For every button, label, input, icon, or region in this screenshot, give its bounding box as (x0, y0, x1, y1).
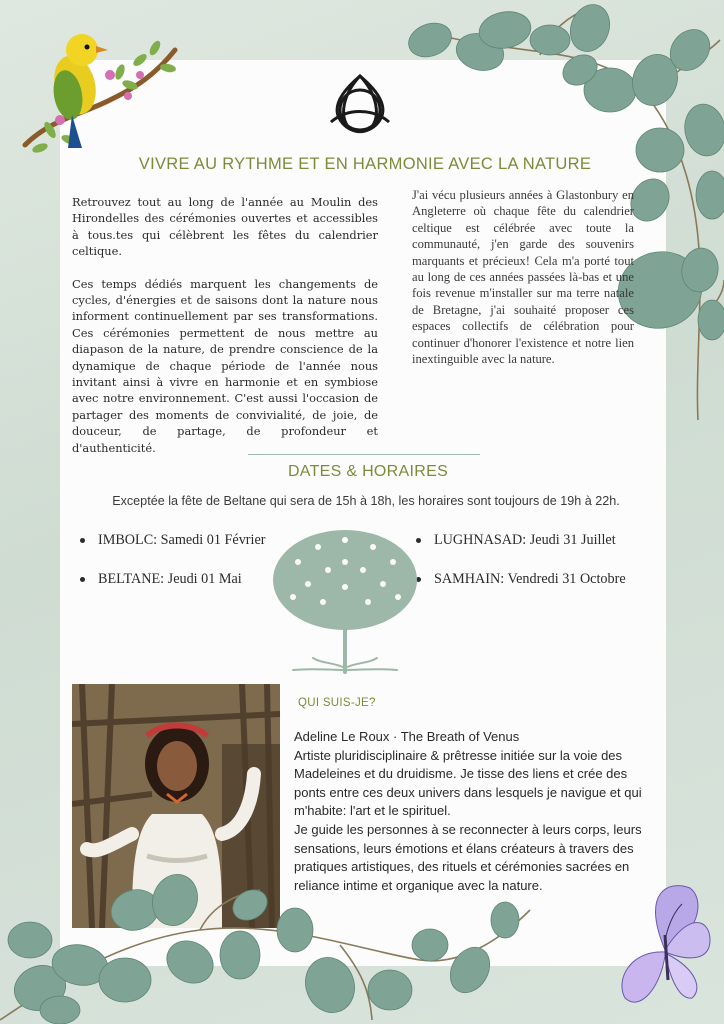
dates-note: Exceptée la fête de Beltane qui sera de 15h à 18h, les horaires sont toujours de 19h à 22h. (112, 494, 620, 508)
page-title: VIVRE AU RYTHME ET EN HARMONIE AVEC LA NATURE (138, 155, 592, 173)
date-item: BELTANE: Jeudi 01 Mai (80, 569, 265, 608)
date-item: IMBOLC: Samedi 01 Février (80, 530, 265, 569)
eucalyptus-bottom-icon (0, 870, 540, 1024)
intro-paragraph: Ces temps dédiés marquent les changements de cycles, d'énergies et de saisons dont la nature nous informent continuellement par ses transformations. Ces cérémonies permettent de nous mettre au diapason de la nature, de prendre conscience de la dynamique de chaque période de l'année nous invitant ainsi à vivre en harmonie et en symbiose avec notre environnement. C'est aussi l'occasion de partager des moments de convivialité, de joie, de douceur, de partage, de profondeur et d'authenticité. (72, 276, 378, 455)
intro-right-paragraph: J'ai vécu plusieurs années à Glastonbury en Angleterre où chaque fête du calendrier celtique est célébrée avec toute la communauté, j'en garde des souvenirs marquants et précieux! Cela m'a porté tout au long de ces années passées là-bas et une fois revenue m'installer sur ma terre natale de Bretagne, j'ai souhaité proposer ces espaces collectifs de célébration pour continuer d'honorer l'existence et notre lien inextinguible avec la nature. (412, 188, 634, 367)
about-title: QUI SUIS-JE? (298, 697, 376, 709)
date-list-right (416, 530, 626, 608)
date-item: SAMHAIN: Vendredi 31 Octobre (416, 569, 626, 608)
date-item: LUGHNASAD: Jeudi 31 Juillet (416, 530, 626, 569)
intro-paragraph: Retrouvez tout au long de l'année au Moulin des Hirondelles des cérémonies ouvertes et accessibles à tous.tes qui célèbrent les fêtes du calendrier celtique. (72, 195, 378, 259)
yellow-bird-icon (20, 20, 180, 155)
about-paragraph: Je guide les personnes à se reconnecter à leurs corps, leurs sensations, leurs émotions et élans créateurs à travers des pratiques artistiques, des rituels et cérémonies sacrées en reliance intime et organique avec la nature. (294, 821, 642, 893)
section-divider (248, 454, 480, 455)
intro-left-column (72, 194, 378, 472)
dates-title: DATES & HORAIRES (287, 463, 449, 480)
about-paragraph: Artiste pluridisciplinaire & prêtresse initiée sur la voie des Madeleines et du druidisme. Je tisse des liens et crée des ponts entre ces deux univers dans lesquels je navigue et qui m'habite: l'art et le spirituel. (294, 747, 642, 819)
triquetra-icon (325, 70, 395, 138)
butterfly-icon (610, 880, 720, 1020)
about-name: Adeline Le Roux · The Breath of Venus (294, 729, 520, 744)
intro-right-column (412, 187, 634, 367)
date-list-left (80, 530, 265, 608)
tree-of-life-icon (268, 522, 422, 674)
